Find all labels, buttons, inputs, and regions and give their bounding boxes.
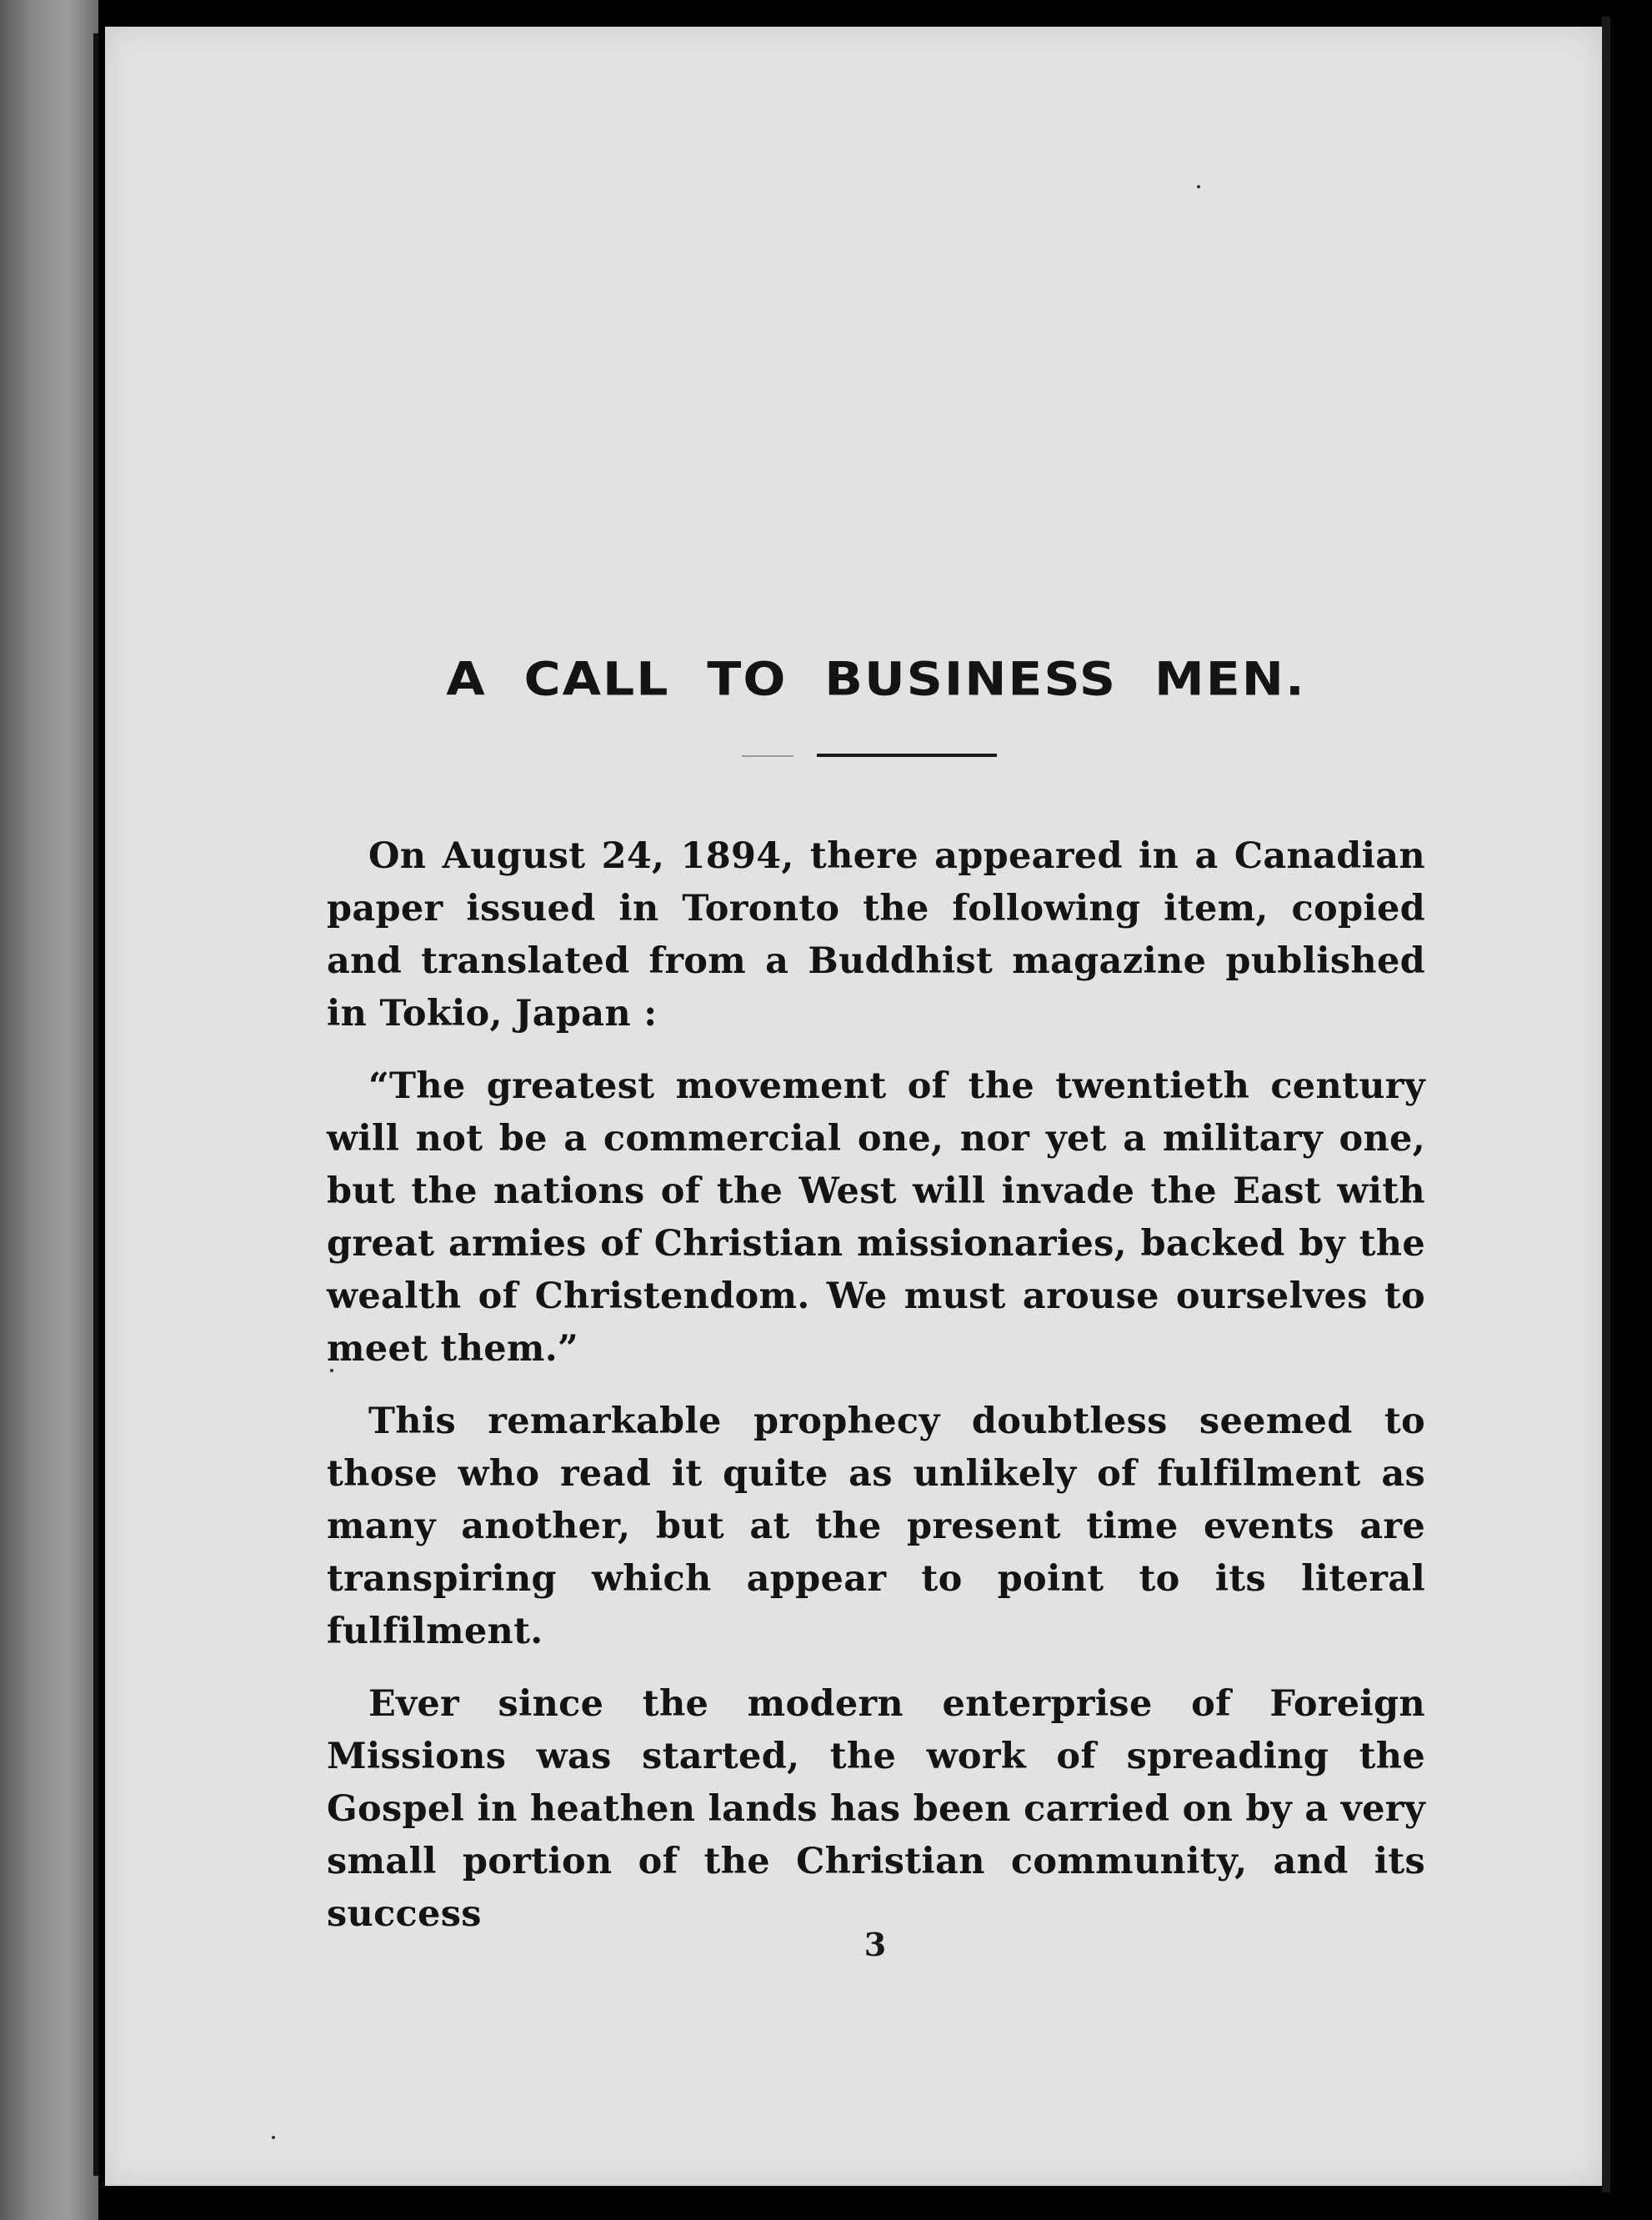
binding-gutter (93, 33, 98, 2176)
title-divider (327, 749, 1425, 765)
page-title: A CALL TO BUSINESS MEN. (446, 652, 1306, 707)
page-number: 3 (864, 1926, 887, 1963)
dust-speck (1197, 185, 1200, 188)
page-content (327, 650, 1425, 1961)
paragraph-quotation: “The greatest movement of the twentieth century will not be a commercial one, nor yet a military one, but the nations of the West will invade the East with great armies of Christian missionaries, backed by the wealth of Christendom. We must arouse ourselves to meet them.” (327, 1065, 1425, 1370)
previous-page-edge (0, 0, 98, 2220)
paragraph-prophecy: This remarkable prophecy doubtless seemed to those who read it quite as unlikely of fulfilment as many another, but at the present time events are transpiring which appear to point to its literal fulfilment. (327, 1401, 1425, 1652)
divider-main-segment (817, 754, 997, 757)
divider-faint-segment (742, 755, 793, 757)
paragraph-missions: Ever since the modern enterprise of Foreign Missions was started, the work of spreading the Gospel in heathen lands has been carried on by a very small portion of the Christian community, and its success (327, 1683, 1425, 1935)
page-right-edge (1602, 17, 1610, 2192)
paragraph-intro: On August 24, 1894, there appeared in a Canadian paper issued in Toronto the following item, copied and translated from a Buddhist magazine published in Tokio, Japan : (327, 835, 1425, 1035)
dust-speck (272, 2136, 275, 2139)
